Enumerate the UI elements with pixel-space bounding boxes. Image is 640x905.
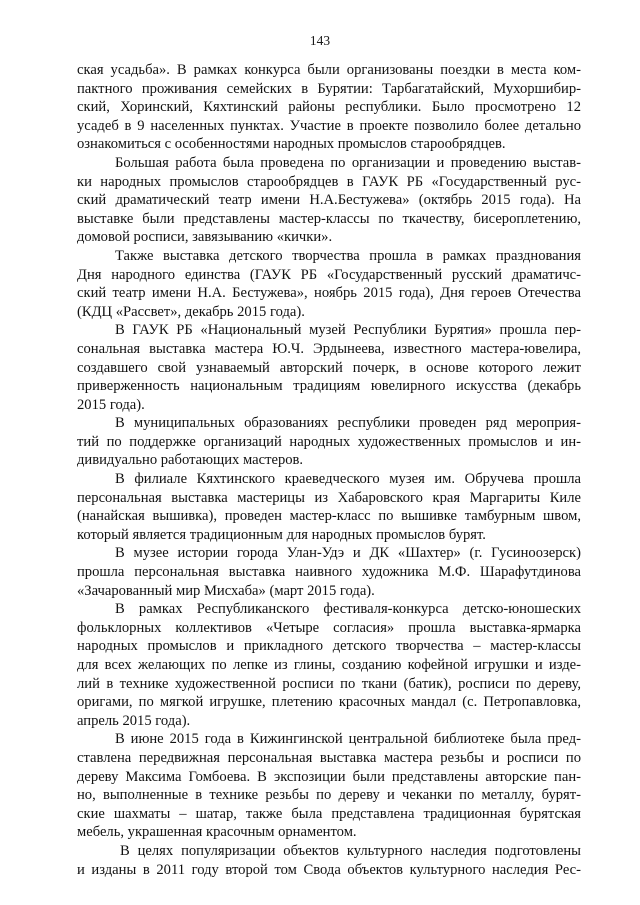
text-line: для всех желающих по лепке из глины, созданию кофейной игрушки и изде- (77, 657, 581, 673)
body-text (77, 61, 581, 879)
text-line: сональная выставка мастера Ю.Ч. Эрдынеева, известного мастера-ювелира, (77, 340, 581, 357)
page-number: 143 (309, 33, 331, 48)
paragraph (77, 247, 581, 321)
text-line: персональная выставка мастерицы из Хабаровского края Маргариты Киле (77, 489, 581, 506)
text-line: В филиале Кяхтинского краеведческого музея им. Обручева прошла (115, 471, 581, 488)
text-line: (нанайская вышивка), проведен мастер-класс по вышивке тамбурным швом, (77, 508, 581, 525)
text-line: Дня народного единства (ГАУК РБ «Государственный русский драматичс- (77, 266, 581, 283)
text-line: создавшего свой узнаваемый авторский почерк, в основе которого лежит (77, 359, 581, 376)
text-line: прошла персональная выставка наивного художника М.Ф. Шарафутдинова (77, 564, 581, 581)
text-line: оригами, по мягкой игрушке, плетению красочных мандал (с. Петропавловка, (77, 694, 581, 711)
text-line: В рамках Республиканского фестиваля-конкурса детско-юношеских (115, 601, 581, 618)
text-line: народных промыслов и прикладного детского творчества – мастер-классы (77, 638, 581, 655)
text-line: фольклорных коллективов «Четыре согласия» прошла выставка-ярмарка (77, 619, 581, 636)
text-line: ознакомиться с особенностями народных промыслов старообрядцев. (77, 136, 506, 153)
text-line: дереву Максима Гомбоева. В экспозиции были представлены авторские пан- (77, 768, 581, 785)
text-line: усадеб в 9 населенных пунктах. Участие в проекте позволило более детально (77, 117, 581, 134)
text-line: апрель 2015 года). (77, 712, 191, 729)
text-line: 2015 года). (77, 396, 145, 413)
text-line: (КДЦ «Рассвет», декабрь 2015 года). (77, 303, 305, 320)
text-line: «Зачарованный мир Мисхаба» (март 2015 года). (77, 582, 375, 599)
text-line: ский, Хоринский, Кяхтинский районы республики. Было просмотрено 12 (77, 99, 581, 116)
paragraph (77, 470, 581, 544)
paragraph (77, 321, 581, 414)
paragraph (77, 842, 581, 879)
text-line: ская усадьба». В рамках конкурса были организованы поездки в места ком- (77, 62, 581, 78)
text-line: приверженность национальным традициям ювелирного искусства (декабрь (77, 378, 581, 395)
text-line: ставлена передвижная персональная выставка мастера резьбы и росписи по (77, 749, 581, 766)
text-line: ские шахматы – шатар, также была представлена традиционная бурятская (77, 805, 581, 822)
paragraph (77, 544, 581, 600)
text-line: В музее истории города Улан-Удэ и ДК «Шахтер» (г. Гусиноозерск) (115, 545, 581, 562)
text-line: В ГАУК РБ «Национальный музей Республики Бурятия» прошла пер- (115, 322, 581, 339)
paragraph (77, 61, 581, 154)
text-line: домовой росписи, завязыванию «кички». (77, 229, 333, 246)
paragraph (77, 414, 581, 470)
text-line: тий по поддержке организаций народных художественных промыслов и ин- (77, 433, 581, 450)
text-line: выставке были представлены мастер-классы по ткачеству, бисероплетению, (77, 210, 581, 227)
paragraph (77, 600, 581, 730)
paragraph (77, 154, 581, 247)
text-line: мебель, украшенная красочным орнаментом. (77, 824, 357, 841)
text-line: который является традиционным для народных промыслов бурят. (77, 526, 486, 543)
text-line: ский драматический театр имени Н.А.Бестужева» (октябрь 2015 года). На (77, 192, 581, 209)
text-line: В целях популяризации объектов культурного наследия подготовлены (120, 842, 581, 859)
text-line: В муниципальных образованиях республики проведен ряд мероприя- (115, 415, 581, 432)
text-line: Также выставка детского творчества прошла в рамках празднования (115, 247, 581, 264)
paragraph (77, 730, 581, 842)
text-line: ский театр имени Н.А. Бестужева», ноябрь 2015 года), Дня героев Отечества (77, 285, 581, 302)
text-line: и изданы в 2011 году второй том Свода объектов культурного наследия Рес- (77, 861, 581, 878)
text-line: дивидуально работающих мастеров. (77, 452, 304, 469)
text-line: пактного проживания семейских в Бурятии: Тарбагатайский, Мухоршибир- (77, 80, 581, 97)
text-line: но, выполненные в технике резьбы по дереву и чеканки по металлу, бурят- (77, 787, 581, 804)
text-line: В июне 2015 года в Кижингинской центральной библиотеке была пред- (115, 731, 581, 748)
text-line: лий в технике художественной росписи по ткани (батик), росписи по дереву, (77, 675, 581, 692)
text-line: ки народных промыслов старообрядцев в ГАУК РБ «Государственный рус- (77, 173, 581, 190)
text-line: Большая работа была проведена по организации и проведению выстав- (115, 154, 581, 171)
